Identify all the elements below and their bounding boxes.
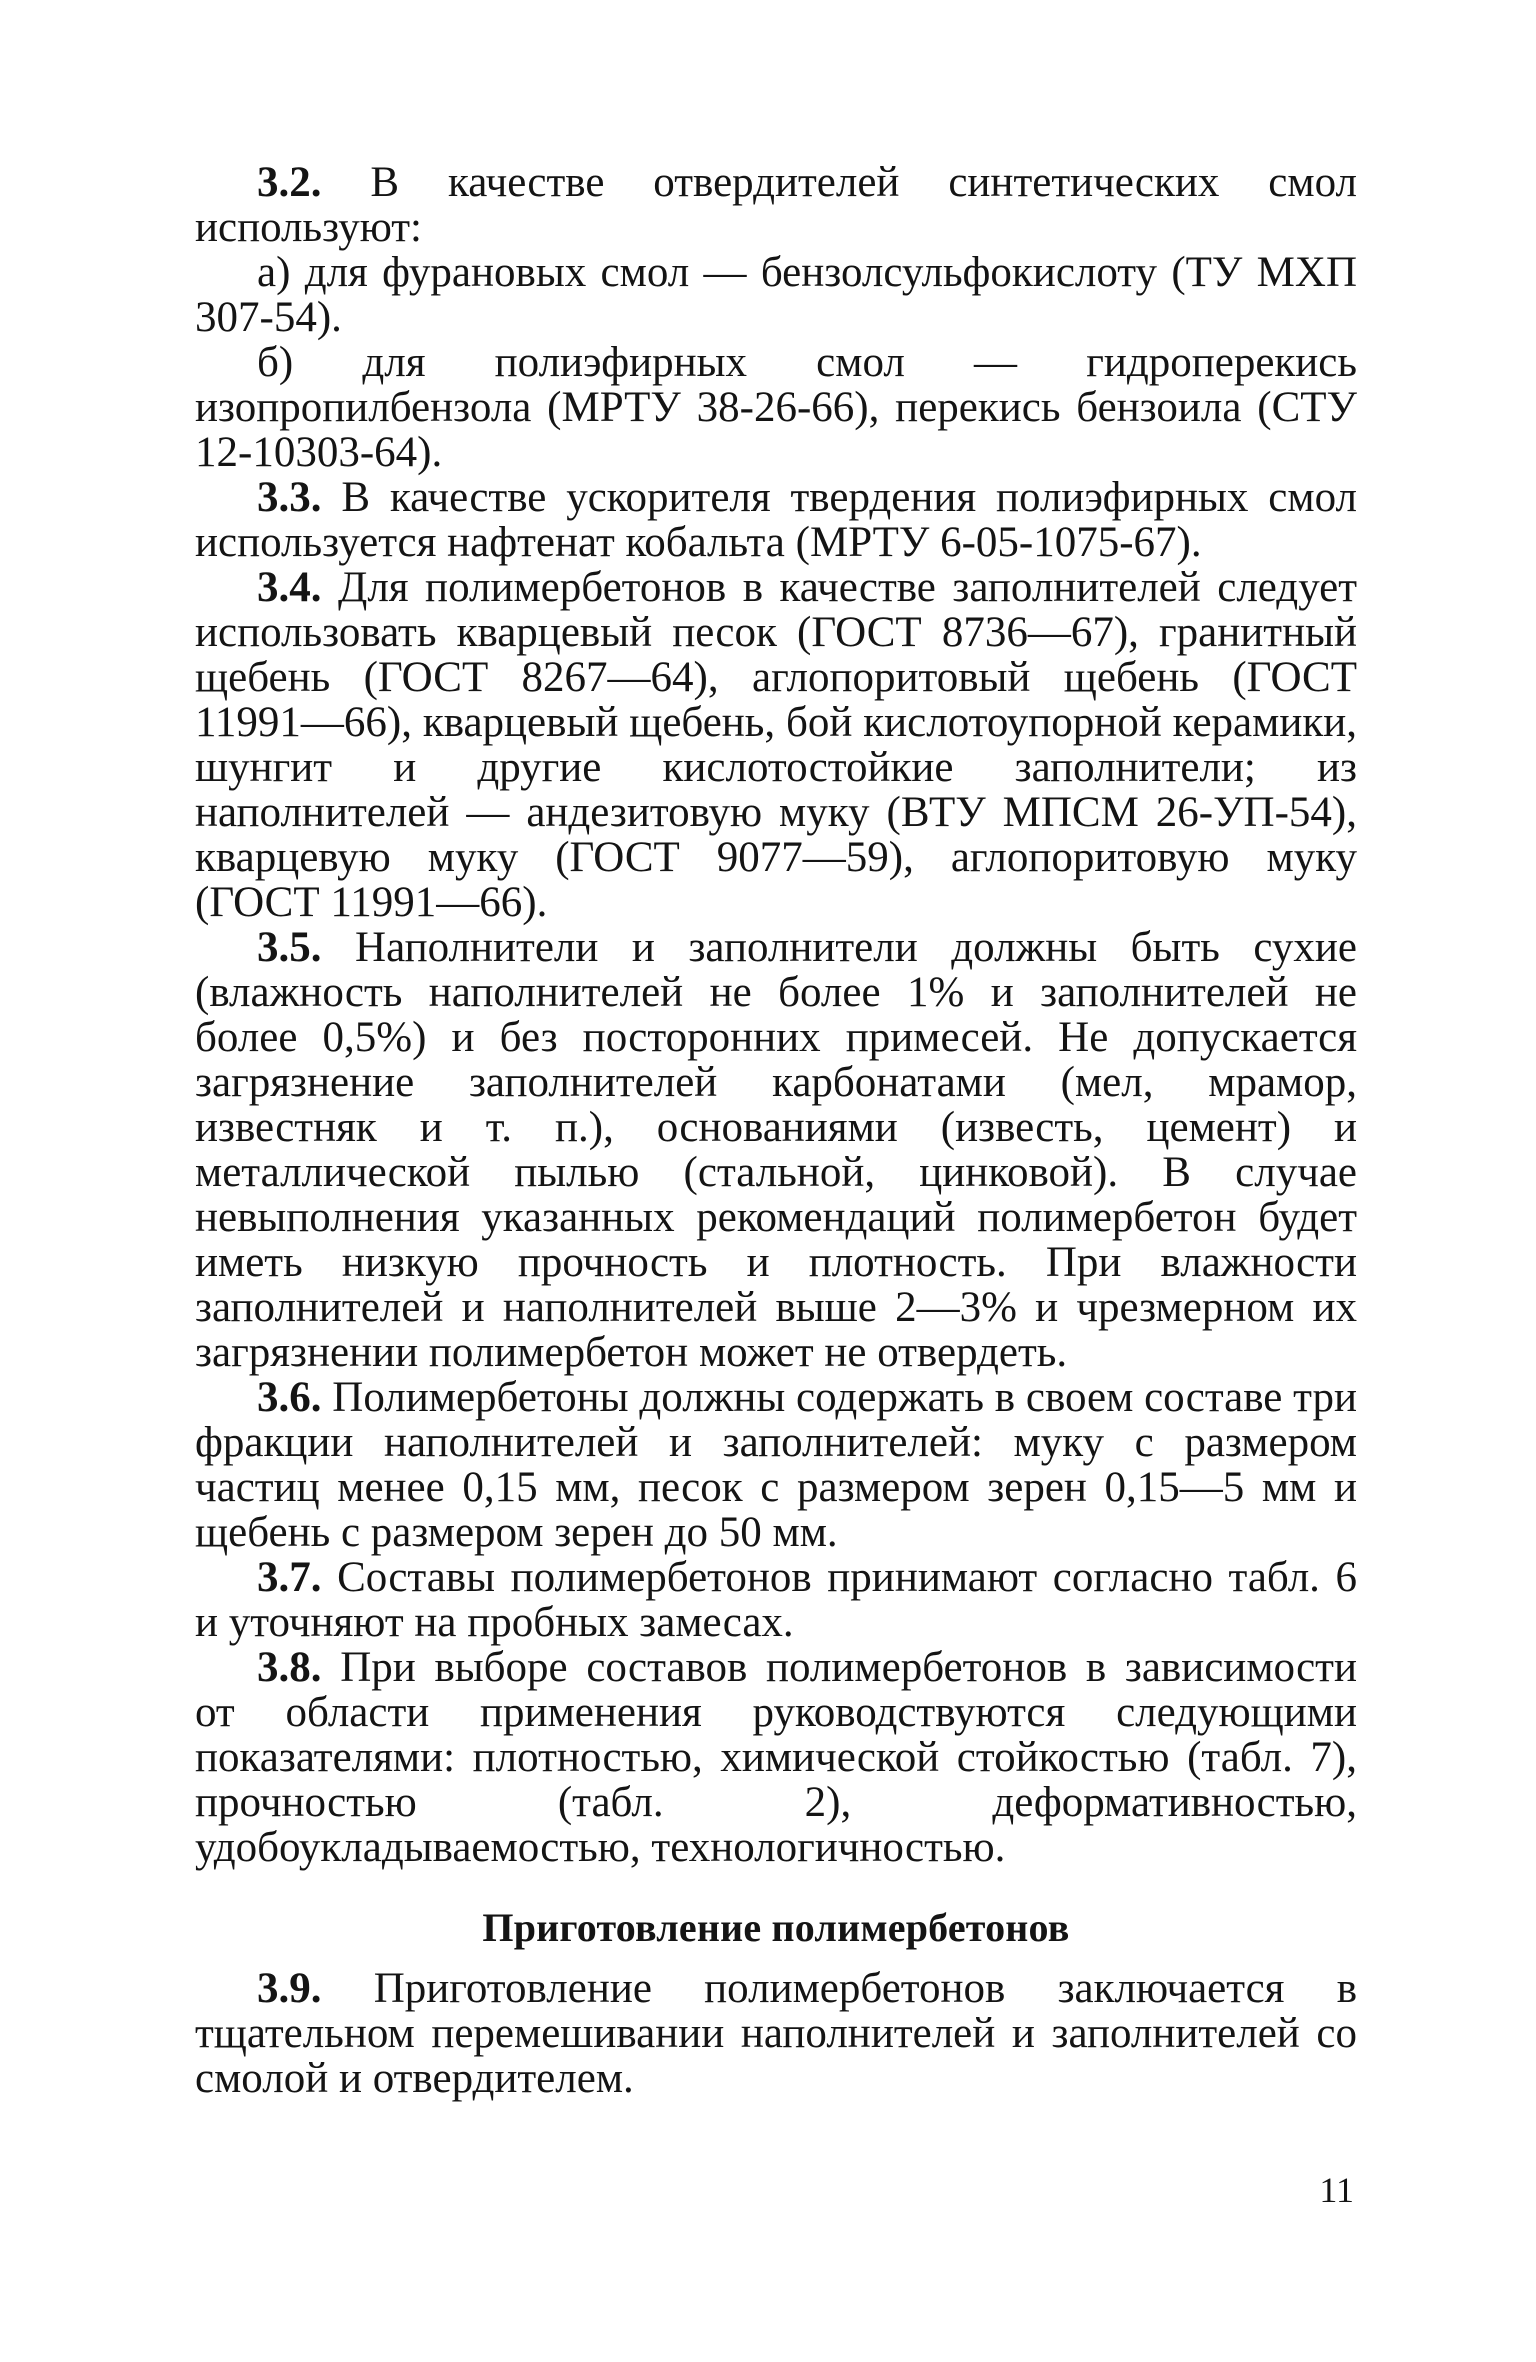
paragraph-3-2-a <box>195 250 1357 340</box>
paragraph-text: В качестве ускорителя твердения полиэфирных смол используется нафтенат кобальта (МРТУ 6-05-1075-67). <box>195 474 1357 566</box>
paragraph-number: 3.7. <box>257 1554 322 1601</box>
paragraph-3-7 <box>195 1555 1357 1645</box>
paragraph-3-6 <box>195 1375 1357 1555</box>
paragraph-text: Для полимербетонов в качестве заполнителей следует использовать кварцевый песок (ГОСТ 8736—67), гранитный щебень (ГОСТ 8267—64), аглопоритовый щебень (ГОСТ 11991—66), кварцевый щебень, бой кислотоупорной керамики, шунгит и другие кислотостойкие заполнители; из наполнителей — андезитовую муку (ВТУ МПСМ 26-УП-54), кварцевую муку (ГОСТ 9077—59), аглопоритовую муку (ГОСТ 11991—66). <box>195 564 1357 926</box>
paragraph-text: При выборе составов полимербетонов в зависимости от области применения руководствуются следующими показателями: плотностью, химической стойкостью (табл. 7), прочностью (табл. 2), деформативностью, удобоукладываемостью, технологичностью. <box>195 1644 1357 1871</box>
section-heading: Приготовление полимербетонов <box>482 1905 1070 1950</box>
paragraph-3-2 <box>195 160 1357 250</box>
paragraph-text: Наполнители и заполнители должны быть сухие (влажность наполнителей не более 1% и заполнителей не более 0,5%) и без посторонних примесей. Не допускается загрязнение заполнителей карбонатами (мел, мрамор, известняк и т. п.), основаниями (известь, цемент) и металлической пылью (стальной, цинковой). В случае невыполнения указанных рекомендаций полимербетон будет иметь низкую прочность и плотность. При влажности заполнителей и наполнителей выше 2—3% и чрезмерном их загрязнении полимербетон может не отвердеть. <box>195 924 1357 1376</box>
paragraph-3-8 <box>195 1645 1357 1870</box>
paragraph-number: 3.8. <box>257 1644 322 1691</box>
paragraph-3-4 <box>195 565 1357 925</box>
paragraph-number: 3.5. <box>257 924 322 971</box>
paragraph-3-3 <box>195 475 1357 565</box>
paragraph-3-2-b <box>195 340 1357 475</box>
document-page <box>195 160 1357 2101</box>
paragraph-number: 3.9. <box>257 1965 322 2012</box>
paragraph-text: В качестве отвердителей синтетических смол используют: <box>195 159 1357 251</box>
paragraph-3-9 <box>195 1966 1357 2101</box>
paragraph-text: б) для полиэфирных смол — гидроперекись изопропилбензола (МРТУ 38-26-66), перекись бензоила (СТУ 12-10303-64). <box>195 339 1357 476</box>
paragraph-number: 3.6. <box>257 1374 322 1421</box>
section-body-text <box>195 1966 1357 2101</box>
paragraph-3-5 <box>195 925 1357 1375</box>
paragraph-text: Приготовление полимербетонов заключается в тщательном перемешивании наполнителей и заполнителей со смолой и отвердителем. <box>195 1965 1357 2102</box>
page-number: 11 <box>1319 2170 1354 2210</box>
paragraph-text: а) для фурановых смол — бензолсульфокислоту (ТУ МХП 307-54). <box>195 249 1357 341</box>
paragraph-text: Составы полимербетонов принимают согласно табл. 6 и уточняют на пробных замесах. <box>195 1554 1357 1646</box>
paragraph-number: 3.2. <box>257 159 322 206</box>
paragraph-number: 3.4. <box>257 564 322 611</box>
paragraph-number: 3.3. <box>257 474 322 521</box>
body-text <box>195 160 1357 1870</box>
paragraph-text: Полимербетоны должны содержать в своем составе три фракции наполнителей и заполнителей: муку с размером частиц менее 0,15 мм, песок с размером зерен 0,15—5 мм и щебень с размером зерен до 50 мм. <box>195 1374 1357 1556</box>
